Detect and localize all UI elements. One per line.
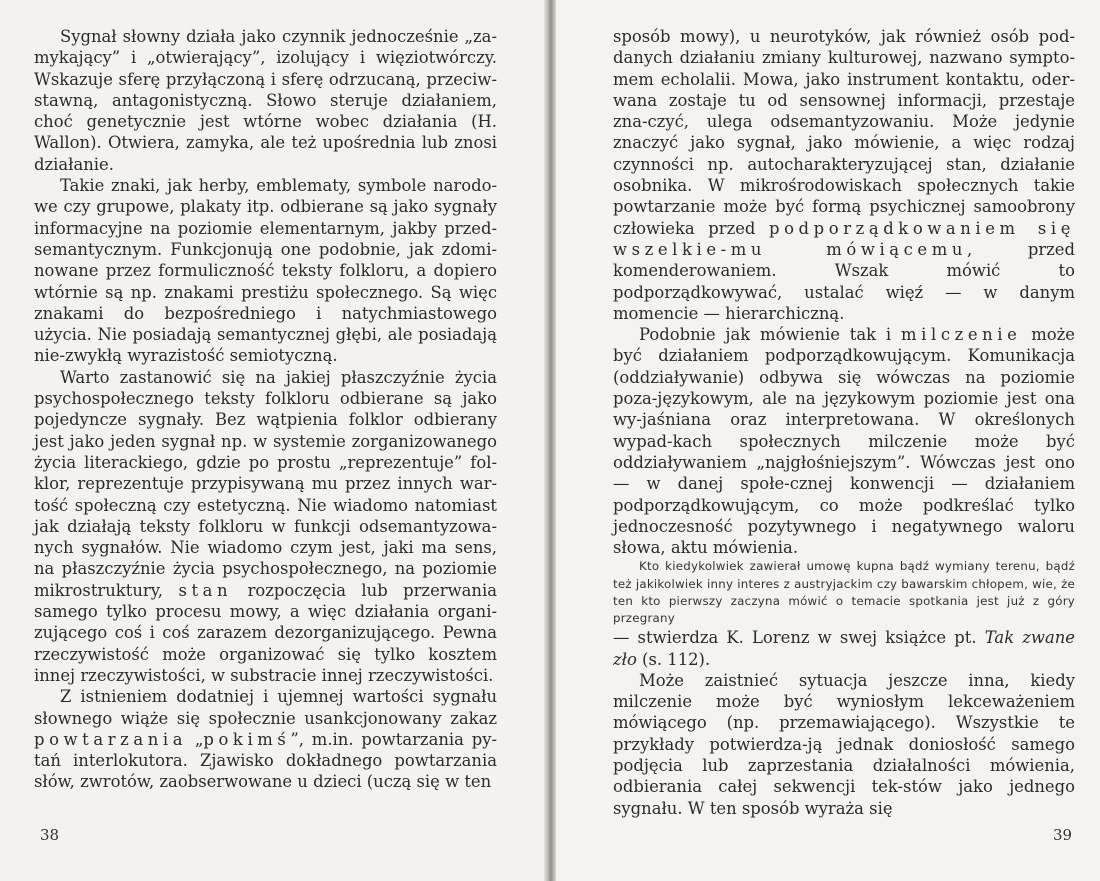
- block-quote: Kto kiedykolwiek zawierał umowę kupna bądź wymiany terenu, bądź też jakikolwiek inny interes z austryjackim czy bawarskim chłopem, wie, że ten kto pierwszy zaczyna mówić o temacie spotkania jest już z góry przegrany: [613, 559, 1075, 626]
- right-paragraph-3: [613, 627, 1075, 670]
- spaced-emphasis: powtarzania: [34, 729, 188, 749]
- right-text-column: [613, 26, 1075, 819]
- right-paragraph-2: [613, 324, 1075, 558]
- book-spine-gutter: [544, 0, 556, 881]
- text-run: ”, m.in. powtarzania py-tań interlokutora. Zjawisko dokładnego powtarzania słów, zwrotów, zaobserwowane u dzieci (uczą się w ten: [34, 729, 497, 792]
- right-paragraph-4: [613, 670, 1075, 819]
- spaced-emphasis: pokimś: [203, 729, 291, 749]
- spaced-emphasis: podporządkowaniem się wszelkie-mu mówiącemu: [613, 218, 1075, 259]
- book-title: Tak zwane zło: [613, 628, 1075, 669]
- right-page: [550, 0, 1100, 881]
- left-paragraph-3: [34, 367, 497, 686]
- page-number-right: 39: [1053, 826, 1073, 844]
- spaced-emphasis: stan: [178, 580, 233, 600]
- left-paragraph-4: [34, 686, 497, 792]
- left-paragraph-2: [34, 175, 497, 367]
- right-paragraph-1: [613, 26, 1075, 324]
- text-run: , przed komenderowaniem. Wszak mówić to podporządkowywać, ustalać więź — w danym momencie — hierarchiczną.: [613, 239, 1075, 323]
- text-run: Warto zastanowić się na jakiej płaszczyźnie życia psychospołecznego teksty folkloru odbierane są jako pojedyncze sygnały. Bez wątpienia folklor odbierany jest jako jeden sygnał np. w systemie zorganizowanego życia literackiego, gdzie po prostu „reprezentuje” fol-klor, reprezentuje przypisywaną mu przez innych war-tość społeczną czy estetyczną. Nie wiadomo natomiast jak działają teksty folkloru w funkcji odsemantyzowa-nych sygnałów. Nie wiadomo czym jest, jaki ma sens, na płaszczyźnie życia psychospołecznego, na poziomie mikrostruktury,: [34, 367, 497, 600]
- text-run: Podobnie jak mówienie tak i: [639, 325, 892, 345]
- spaced-emphasis: milczenie: [901, 325, 1022, 345]
- text-run: może być działaniem podporządkowującym. Komunikacja (oddziaływanie) odbywa się wówczas na poziomie poza-językowym, ale na językowym poziomie jest ona wy-jaśniana oraz interpretowana. W określonych wypad-kach społecznych milczenie może być oddziaływaniem „najgłośniejszym”. Wówczas jest ono — w danej społe-cznej konwencji — działaniem podporządkowującym, co może podkreślać tylko jednoczesność pozytywnego i negatywnego waloru słowa, aktu mówienia.: [613, 325, 1076, 558]
- text-run: Takie znaki, jak herby, emblematy, symbole narodo-we czy grupowe, plakaty itp. odbierane są jako sygnały informacyjne na poziomie elementarnym, jakby przed-semantycznym. Funkcjonują one podobnie, jak zdomi-nowane przez formuliczność teksty folkloru, a dopiero wtórnie są np. znakami prestiżu społecznego. Są więc znakami do bezpośredniego i natychmiastowego użycia. Nie posiadają semantycznej głębi, ale posiadają nie-zwykłą wyrazistość semiotyczną.: [34, 176, 497, 366]
- text-run: (s. 112).: [642, 649, 711, 669]
- text-run: rozpoczęcia lub przerwania samego tylko procesu mowy, a więc działania organi-zującego coś i coś zarazem dezorganizującego. Pewna rzeczywistość może organizować się tylko kosztem innej rzeczywistości, w substracie innej rzeczywistości.: [34, 580, 497, 685]
- text-run: Może zaistnieć sytuacja jeszcze inna, kiedy milczenie może być wyniosłym lekceważeniem mówiącego (np. przemawiającego). Wszystkie te przykłady potwierdza-ją jednak doniosłość samego podjęcia lub zaprzestania działalności mówienia, odbierania całej sekwencji tek-stów jako jednego sygnału. W ten sposób wyraża się: [613, 670, 1075, 818]
- text-run: „: [194, 729, 204, 749]
- left-text-column: [34, 26, 497, 793]
- page-number-left: 38: [40, 826, 60, 844]
- text-run: Z istnieniem dodatniej i ujemnej wartości sygnału słownego wiąże się społecznie usankcjonowany zakaz: [34, 687, 497, 728]
- left-paragraph-1: [34, 26, 497, 175]
- text-run: — stwierdza K. Lorenz w swej książce pt.: [613, 628, 977, 648]
- text-run: sposób mowy), u neurotyków, jak również osób pod-danych działaniu zmiany kulturowej, nazwano sympto-mem echolalii. Mowa, jako instrument kontaktu, oder-wana zostaje tu od sensownej informacji, przestaje zna-czyć, ulega odsemantyzowaniu. Może jedynie znaczyć jako sygnał, jako mówienie, a więc rodzaj czynności np. autocharakteryzującej stan, działanie osobnika. W mikrośrodowiskach społecznych takie powtarzanie może być formą psychicznej samoobrony człowieka przed: [613, 27, 1075, 238]
- text-run: Sygnał słowny działa jako czynnik jednocześnie „za-mykający” i „otwierający”, izolujący i więziotwórczy. Wskazuje sferę przyłączoną i sferę odrzucaną, przeciw-stawną, antagonistyczną. Słowo steruje działaniem, choć genetycznie jest wtórne wobec działania (H. Wallon). Otwiera, zamyka, ale też upośrednia lub znosi działanie.: [34, 27, 497, 174]
